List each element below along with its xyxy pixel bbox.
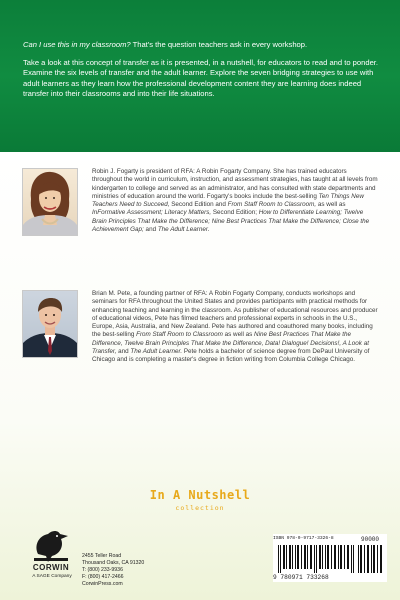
bio1-title-1: Ten Things New Teachers Need to Succeed, bbox=[92, 192, 364, 209]
isbn-number: ISBN 978-0-9717-3326-8 bbox=[273, 536, 334, 541]
publisher-name: CORWIN bbox=[32, 563, 70, 572]
intro-paragraph: Take a look at this concept of transfer as it is presented, in a nutshell, for educators to read and to ponder. Examine the six levels of transfer and the adult learner. Explore the seven bridging strategies to use with adult learners as they learn how the professional development content they are learning does indeed transfer into their classrooms and into their life situations. bbox=[23, 58, 379, 98]
supplement-barcode-icon bbox=[358, 545, 384, 573]
bio1-title-5: The Adult Learner. bbox=[157, 226, 210, 234]
bio1-text-1: Robin J. Fogarty is president of RFA: A Robin Fogarty Company. She has trained educators throughout the world in curriculum, instruction, and assessment strategies, has taught at all levels from kindergarten to college and served as an administrator, and has consulted with state departments and ministries of education around the world. Fogarty's books include the best-selling bbox=[92, 168, 378, 200]
price-supplement-number: 90000 bbox=[361, 536, 380, 543]
address-fax: F: (800) 417-2466 bbox=[82, 574, 124, 581]
address-phone: T: (800) 233-9936 bbox=[82, 567, 123, 574]
isbn-barcode-icon bbox=[278, 545, 356, 573]
bio1-title-3: InFormative Assessment; Literacy Matters, bbox=[92, 209, 212, 217]
publisher-address bbox=[82, 553, 144, 588]
bio2-title-3: The Adult Learner. bbox=[130, 348, 183, 356]
robin-fogarty-photo bbox=[22, 168, 78, 236]
brian-pete-photo bbox=[22, 290, 78, 358]
intro-question-rest: That's the question teachers ask in every workshop. bbox=[130, 40, 308, 49]
address-city: Thousand Oaks, CA 91320 bbox=[82, 560, 145, 567]
bio1-text-4: Second Edition; bbox=[211, 209, 259, 217]
intro-panel bbox=[0, 0, 400, 152]
bio1-title-2: From Staff Room to Classroom, bbox=[227, 201, 317, 209]
bio2-text-3: and bbox=[116, 348, 131, 356]
bio1-text-5: and bbox=[143, 226, 158, 234]
bio2-text-1: Brian M. Pete, a founding partner of RFA: A Robin Fogarty Company, conducts workshops and seminars for RFA throughout the United States and provides participants with practical methods for enhancing teaching and learning in the classroom. As publisher of educational resources and producer of educational videos, Pete has filmed teachers and professional experts in schools in the U.S., Europe, Asia, Australia, and New Zealand. Pete has authored and coauthored many books, including the best-selling bbox=[92, 290, 378, 339]
address-street: 2455 Teller Road bbox=[82, 553, 122, 559]
robin-fogarty-bio bbox=[92, 168, 378, 234]
bio1-title-4: How to Differentiate Learning; Twelve Brain Principles That Make the Difference; Nine Best Practices That Make the Difference; Close the Achievement Gap; bbox=[92, 209, 370, 234]
bio1-text-3: as well as bbox=[316, 201, 346, 209]
address-website: CorwinPress.com bbox=[82, 581, 123, 588]
publisher-parent: A SAGE Company bbox=[32, 574, 72, 579]
bio2-text-4: Pete holds a bachelor of science degree from DePaul University of Chicago and is completing a master's degree in fiction writing from Columbia College Chicago. bbox=[92, 348, 370, 364]
bio2-text-2: as well as bbox=[222, 331, 255, 339]
series-title: In A Nutshell bbox=[149, 488, 251, 502]
bio2-title-2: Nine Best Practices That Make the Difference, Twelve Brain Principles That Make the Difference, Data! Dialogue! Decisions!, A Look at Transfer, bbox=[92, 331, 369, 356]
barcode-digits: 9 780971 733268 bbox=[273, 574, 329, 581]
brian-pete-bio bbox=[92, 290, 378, 365]
bio1-text-2: Second Edition and bbox=[169, 201, 228, 209]
intro-question-italic: Can I use this in my classroom? bbox=[23, 40, 131, 49]
intro-question bbox=[23, 40, 383, 50]
bio2-title-1: From Staff Room to Classroom bbox=[136, 331, 223, 339]
series-subtitle: collection bbox=[175, 504, 225, 512]
